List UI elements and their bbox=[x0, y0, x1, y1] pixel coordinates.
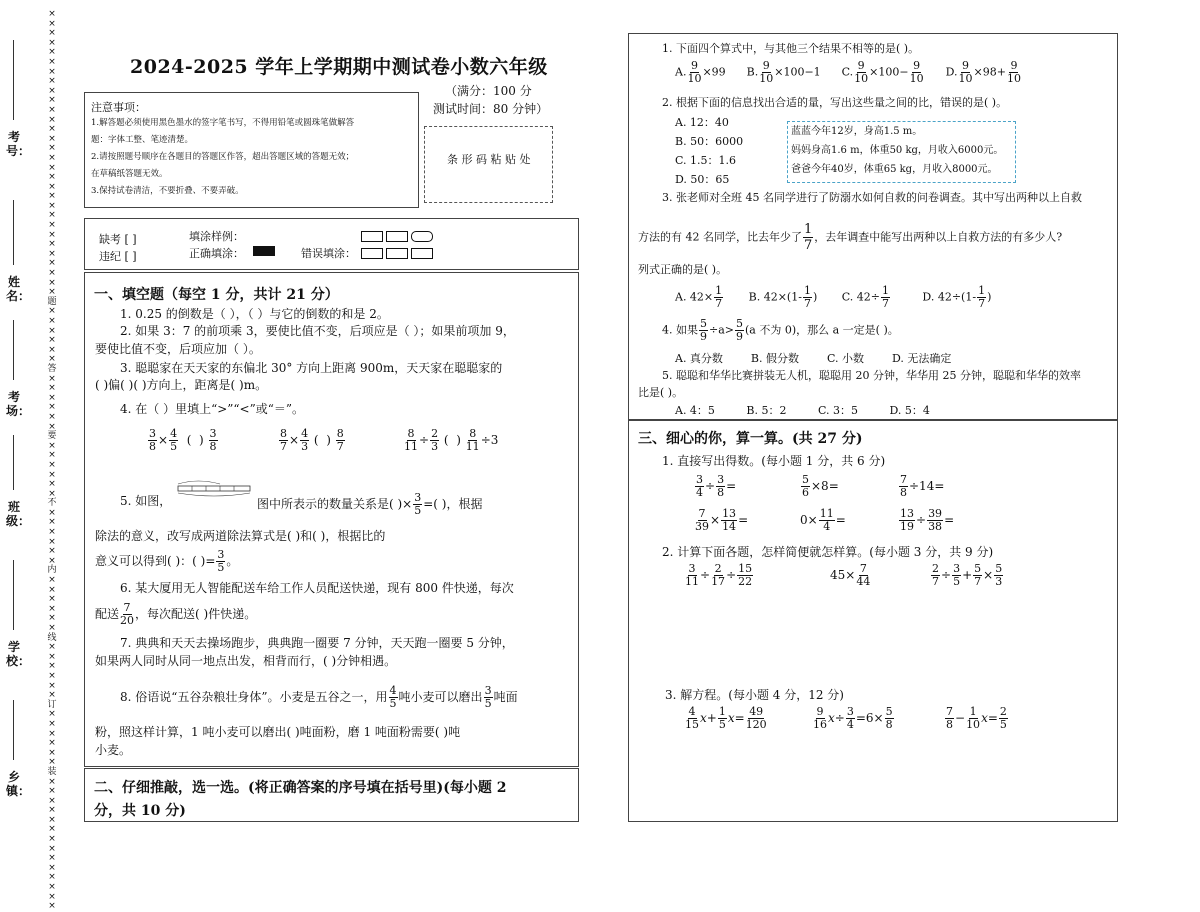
s1-q8-text: 8. 俗语说“五谷杂粮壮身体”。小麦是五谷之一，用 bbox=[120, 690, 388, 704]
s1-q4: 4. 在（ ）里填上“>”“<”或“＝”。 bbox=[120, 402, 304, 416]
s2-q1-options: A. $\frac{9}{10}$ ×99 B. $\frac{9}{10}$ ×100−1 C. $\frac{9}{10}$ ×100− $\frac{9}{10}$ D. $\frac{9}{10}$ ×98+ $\frac{9}{10}$ bbox=[675, 59, 1021, 85]
s3-p2-item: $\frac{3}{11}$ ÷ $\frac{2}{17}$ ÷ $\frac{15}{22}$ bbox=[685, 562, 753, 588]
s2-q3-line1: 3. 张老师对全班 45 名同学进行了防溺水如何自救的问卷调查。其中写出两种以上自救 bbox=[662, 191, 1082, 204]
s2-q3-text: ，去年调查中能写出两种以上自救方法的有多少人? bbox=[814, 230, 1063, 244]
correct-fill-sample bbox=[253, 246, 275, 256]
binding-label-exam-room: 考场： bbox=[6, 390, 31, 418]
section-3-title: 三、细心的你，算一算。(共 27 分) bbox=[638, 431, 863, 447]
s2-q5-line2: 比是( )。 bbox=[638, 386, 684, 399]
wrong-fill-samples-bottom bbox=[361, 246, 436, 260]
s1-q6-line2: 配送 $\frac{7}{20}$ ，每次配送( )件快递。 bbox=[95, 601, 257, 627]
binding-label-exam-number: 考号： bbox=[6, 130, 31, 158]
info-line: 妈妈身高1.6 m，体重50 kg，月收入6000元。 bbox=[791, 145, 1004, 156]
s3-p3-item: $\frac{7}{8}$ − $\frac{1}{10}$ x= $\frac{2}{5}$ bbox=[946, 705, 1007, 731]
cross-mark-icon bbox=[386, 231, 408, 242]
info-box bbox=[787, 121, 1016, 183]
s1-q8-line2: 粉，照这样计算，1 吨小麦可以磨出( )吨面粉，磨 1 吨面粉需要( )吨 bbox=[95, 725, 461, 739]
s1-q5-text: 意义可以得到( )：( )= bbox=[95, 554, 216, 568]
binding-label-class: 班级： bbox=[6, 500, 31, 528]
binding-line bbox=[13, 435, 14, 490]
fill-instructions-box bbox=[84, 218, 579, 270]
full-score: （满分：100 分 bbox=[445, 84, 532, 98]
s3-part3-title: 3. 解方程。(每小题 4 分，12 分) bbox=[665, 688, 844, 702]
s3-p2-item: $\frac{2}{7}$ ÷ $\frac{3}{5}$ + $\frac{5}{7}$ × $\frac{5}{3}$ bbox=[932, 562, 1003, 588]
s1-q7-line1: 7. 典典和天天去操场跑步，典典跑一圈要 7 分钟，天天跑一圈要 5 分钟， bbox=[120, 636, 514, 650]
s1-q8-line1: 8. 俗语说“五谷杂粮壮身体”。小麦是五谷之一，用 $\frac{4}{5}$ 吨小麦可以磨出 $\frac{3}{5}$ 吨面 bbox=[120, 684, 518, 710]
barcode-label: 条 形 码 粘 贴 处 bbox=[447, 153, 531, 166]
info-line: 蓝蓝今年12岁，身高1.5 m。 bbox=[791, 126, 923, 137]
slash-mark-icon bbox=[361, 231, 383, 242]
s1-q5-text: 图中所表示的数量关系是( )× bbox=[257, 497, 413, 511]
s3-p1-item: $\frac{5}{6}$ ×8= bbox=[802, 473, 839, 499]
circle-mark-icon bbox=[411, 231, 433, 242]
binding-line bbox=[13, 320, 14, 380]
s3-part2-title: 2. 计算下面各题，怎样简便就怎样算。(每小题 3 分，共 9 分) bbox=[662, 545, 994, 559]
s1-q5-line3: 意义可以得到( )：( )= $\frac{3}{5}$ 。 bbox=[95, 548, 239, 574]
binding-line bbox=[13, 700, 14, 760]
binding-label-school: 学校： bbox=[6, 640, 31, 668]
s3-p2-item: 45× $\frac{7}{44}$ bbox=[830, 562, 871, 588]
s3-part1-title: 1. 直接写出得数。(每小题 1 分，共 6 分) bbox=[662, 454, 886, 468]
wrong-fill-label: 错误填涂： bbox=[301, 247, 356, 260]
s2-q4: 4. 如果 $\frac{5}{9}$ ÷a> $\frac{5}{9}$ (a 不为 0)，那么 a 一定是( )。 bbox=[662, 317, 899, 343]
s1-q4-compare-1: $\frac{3}{8}$ × $\frac{4}{5}$ ( ) $\frac{3}{8}$ bbox=[149, 427, 217, 453]
s1-q5-line2: 除法的意义，改写成两道除法算式是( )和( )，根据比的 bbox=[95, 529, 386, 543]
page-title: 2024-2025 学年上学期期中测试卷小数六年级 bbox=[130, 56, 548, 78]
test-time: 测试时间：80 分钟） bbox=[433, 102, 549, 116]
s1-q5-text: =( )，根据 bbox=[423, 497, 483, 511]
s1-q3-line1: 3. 聪聪家在天天家的东偏北 30° 方向上距离 900m，天天家在聪聪家的 bbox=[120, 361, 503, 375]
s1-q3-line2: ( )偏( )( )方向上，距离是( )m。 bbox=[95, 378, 268, 392]
s2-q5-option: C. 3：5 bbox=[817, 404, 858, 417]
binding-label-name: 姓名： bbox=[6, 275, 31, 303]
s2-q4-option: B. 假分数 bbox=[750, 352, 799, 365]
s1-q5-line1a: 5. 如图， bbox=[120, 494, 172, 508]
s3-p1-item: $\frac{13}{19}$ ÷ $\frac{39}{38}$ = bbox=[900, 507, 955, 533]
line-mark-icon bbox=[411, 248, 433, 259]
s2-q3-options: A. 42× $\frac{1}{7}$ B. 42×(1- $\frac{1}{7}$ ) C. 42÷ $\frac{1}{7}$ D. 42÷(1- $\frac{1}{7}$ ) bbox=[675, 284, 992, 310]
notice-line: 在草稿纸答题无效。 bbox=[91, 169, 168, 179]
s2-q2-option-d: D. 50：65 bbox=[675, 173, 730, 186]
binding-line bbox=[13, 200, 14, 265]
s2-q2: 2. 根据下面的信息找出合适的量，写出这些量之间的比，错误的是( )。 bbox=[662, 96, 1008, 109]
s2-q2-option-a: A. 12：40 bbox=[675, 116, 729, 129]
s2-q5-option: B. 5：2 bbox=[746, 404, 787, 417]
bar-diagram bbox=[176, 478, 254, 500]
s1-q1: 1. 0.25 的倒数是（ ），（ ）与它的倒数的和是 2。 bbox=[120, 307, 389, 321]
s3-p3-item: $\frac{4}{15}$ x+ $\frac{1}{5}$ x= $\frac{49}{120}$ bbox=[685, 705, 767, 731]
info-line: 爸爸今年40岁，体重65 kg，月收入8000元。 bbox=[791, 164, 998, 175]
s2-q4-option: D. 无法确定 bbox=[892, 352, 952, 365]
s2-q4-text: (a 不为 0)，那么 a 一定是( )。 bbox=[745, 323, 899, 337]
s1-q6-text: ，每次配送( )件快递。 bbox=[135, 607, 257, 621]
s1-q2-line1: 2. 如果 3：7 的前项乘 3，要使比值不变，后项应是（ ）；如果前项加 9， bbox=[120, 324, 515, 338]
binding-label-town: 乡镇： bbox=[6, 770, 31, 798]
notice-line: 1.解答题必须使用黑色墨水的签字笔书写，不得用铅笔或圆珠笔做解答 bbox=[91, 118, 355, 128]
s2-q2-option-b: B. 50：6000 bbox=[675, 135, 744, 148]
s3-p1-item: 0× $\frac{11}{4}$ = bbox=[800, 507, 846, 533]
s2-q5-option: A. 4：5 bbox=[675, 404, 715, 417]
s1-q8-text: 吨小麦可以磨出 bbox=[398, 690, 483, 704]
notice-text bbox=[91, 115, 354, 200]
s1-q6-line1: 6. 某大厦用无人智能配送车给工作人员配送快递，现有 800 件快递，每次 bbox=[120, 581, 514, 595]
notice-box bbox=[84, 92, 419, 208]
absent-marker[interactable]: 缺考 [ ] bbox=[99, 233, 137, 246]
s1-q4-compare-3: $\frac{8}{11}$ ÷ $\frac{2}{3}$ ( ) $\frac{8}{11}$ ÷3 bbox=[404, 427, 499, 453]
bracket-mark-icon bbox=[386, 248, 408, 259]
violation-marker[interactable]: 违纪 [ ] bbox=[99, 250, 137, 263]
s3-p1-item: $\frac{7}{8}$ ÷14= bbox=[900, 473, 945, 499]
dot-mark-icon bbox=[361, 248, 383, 259]
s2-q5-line1: 5. 聪聪和华华比赛拼装无人机，聪聪用 20 分钟，华华用 25 分钟，聪聪和华华的效率 bbox=[662, 369, 1081, 382]
s1-q7-line2: 如果两人同时从同一地点出发，相背而行，( )分钟相遇。 bbox=[95, 654, 397, 668]
s1-q5-line1b: 图中所表示的数量关系是( )× $\frac{3}{5}$ =( )，根据 bbox=[257, 491, 483, 517]
fill-example-label: 填涂样例： bbox=[189, 230, 244, 243]
section-2-title-line2: 分，共 10 分) bbox=[94, 803, 186, 819]
s3-p1-item: $\frac{3}{4}$ ÷ $\frac{3}{8}$ = bbox=[696, 473, 737, 499]
barcode-area bbox=[424, 126, 553, 203]
correct-fill-label: 正确填涂： bbox=[189, 247, 244, 260]
notice-line: 2.请按照题号顺序在各题目的答题区作答，超出答题区域的答题无效； bbox=[91, 152, 355, 162]
s2-q4-text: 4. 如果 bbox=[662, 323, 698, 337]
s2-q5-option: D. 5：4 bbox=[889, 404, 930, 417]
s2-q5-options bbox=[675, 402, 930, 418]
s2-q3-line2: 方法的有 42 名同学，比去年少了 $\frac{1}{7}$ ，去年调查中能写出两种以上自救方法的有多少人? bbox=[638, 222, 1063, 253]
s1-q6-text: 配送 bbox=[95, 607, 120, 621]
s1-q2-line2: 要使比值不变，后项应加（ ）。 bbox=[95, 342, 261, 356]
s2-q3-line3: 列式正确的是( )。 bbox=[638, 263, 728, 276]
section-1-title: 一、填空题（每空 1 分，共计 21 分） bbox=[94, 287, 339, 303]
s2-q1: 1. 下面四个算式中，与其他三个结果不相等的是( )。 bbox=[662, 42, 920, 55]
s2-q4-option: C. 小数 bbox=[826, 352, 865, 365]
notice-line: 3.保持试卷清洁，不要折叠、不要弄破。 bbox=[91, 186, 244, 196]
s3-p3-item: $\frac{9}{16}$ x÷ $\frac{3}{4}$ =6× $\frac{5}{8}$ bbox=[813, 705, 893, 731]
s3-p1-item: $\frac{7}{39}$ × $\frac{13}{14}$ = bbox=[695, 507, 749, 533]
notice-title: 注意事项： bbox=[91, 101, 146, 114]
s2-q2-option-c: C. 1.5：1.6 bbox=[675, 154, 737, 167]
s2-q3-text: 方法的有 42 名同学，比去年少了 bbox=[638, 230, 802, 244]
wrong-fill-samples-top bbox=[361, 229, 436, 243]
notice-line: 题：字体工整、笔迹清楚。 bbox=[91, 135, 194, 145]
binding-line bbox=[13, 40, 14, 120]
s2-q4-options bbox=[675, 350, 951, 366]
s2-q4-option: A. 真分数 bbox=[675, 352, 723, 365]
s1-q8-text: 吨面 bbox=[493, 690, 518, 704]
section-2-title-line1: 二、仔细推敲，选一选。(将正确答案的序号填在括号里)(每小题 2 bbox=[94, 780, 507, 796]
s1-q8-line3: 小麦。 bbox=[95, 743, 132, 757]
binding-line bbox=[13, 560, 14, 630]
s1-q4-compare-2: $\frac{8}{7}$ × $\frac{4}{3}$ ( ) $\frac{8}{7}$ bbox=[280, 427, 344, 453]
binding-x-marks: × × × × × × × × × × × × × × × × × × × × × × × × × × × × × × 题 × × × × × × 答 × × × × × × 要 × × × × × × 不 × × × × × × 内 × × × × × × 线 × × × × × × 订 × × × × × × 装 × × × × × × × × × × × × × × bbox=[47, 9, 57, 912]
